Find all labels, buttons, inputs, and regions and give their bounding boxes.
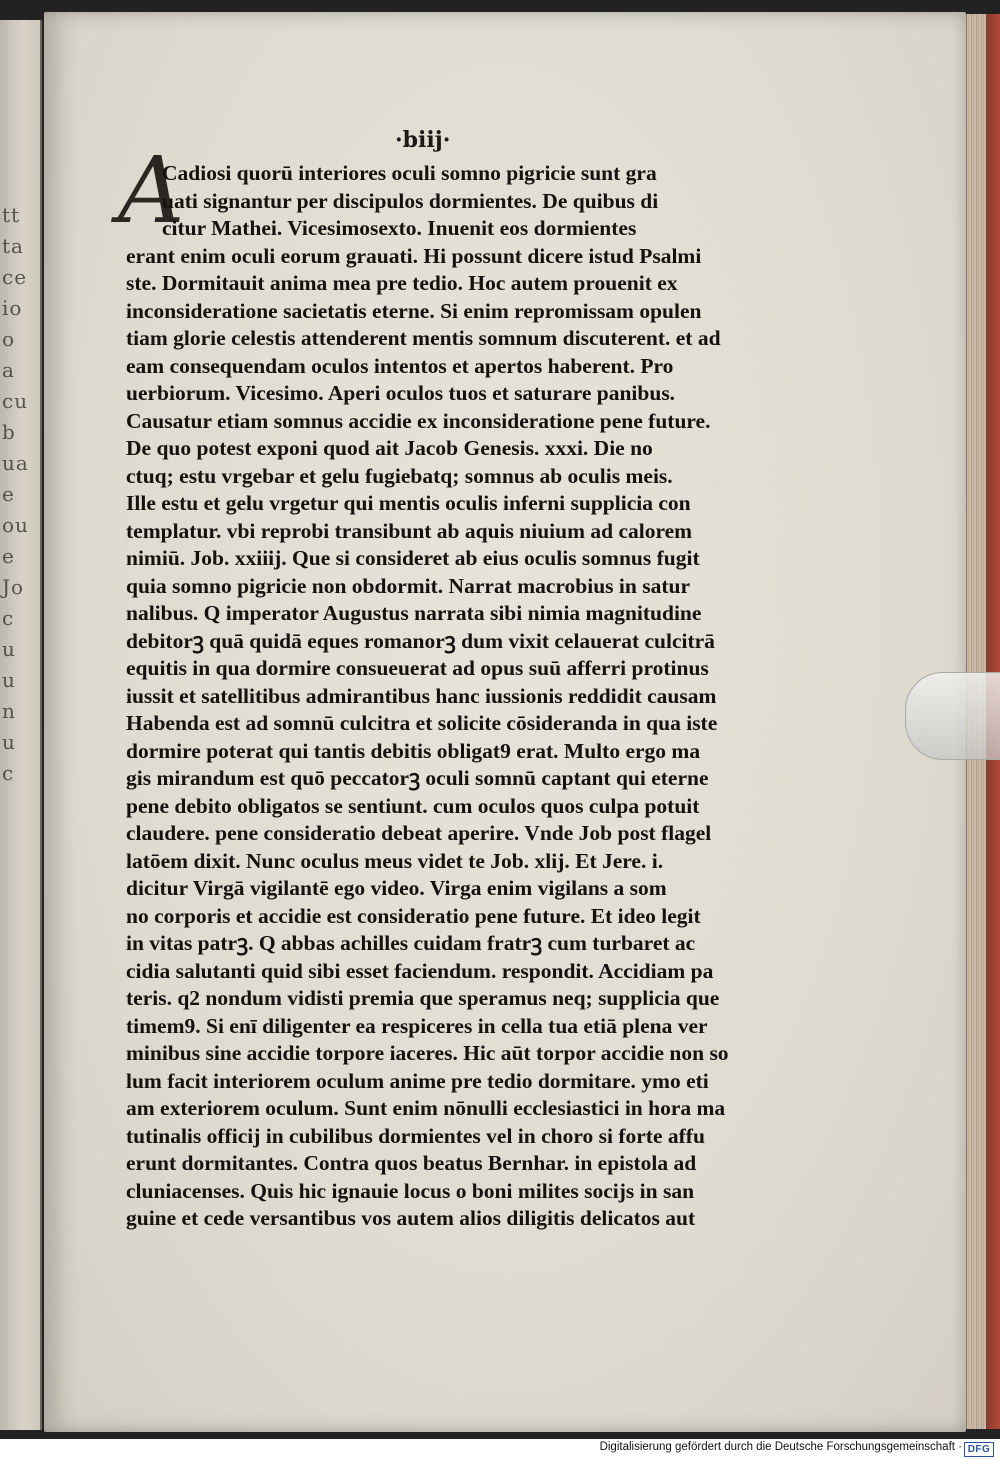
funding-credit: Digitalisierung gefördert durch die Deutsche Forschungsgemeinschaft · <box>599 1441 962 1453</box>
text-line: teris. q2 nondum vidisti premia que speramus neq; supplicia que <box>126 986 720 1010</box>
text-line: cluniacenses. Quis hic ignauie locus o boni milites socijs in san <box>126 1178 695 1203</box>
left-page-edge <box>0 20 42 1430</box>
text-line: De quo potest exponi quod ait Jacob Genesis. xxxi. Die no <box>126 436 653 460</box>
text-line: claudere. pene consideratio debeat aperire. Vnde Job post flagel <box>126 821 712 845</box>
text-line: guine et cede versantibus vos autem alios diligitis delicatos aut <box>126 1206 696 1230</box>
text-line: am exteriorem oculum. Sunt enim nōnulli ecclesiastici in hora ma <box>126 1096 726 1120</box>
text-line: nimiū. Job. xxiiij. Que si consideret ab eius oculis somnus fugit <box>126 546 700 570</box>
left-page-bleed-glyphs: tt ta ce io o a cu b ua e ou e Jo c u u n u c <box>2 203 29 785</box>
drop-initial: A <box>118 137 185 244</box>
text-line: lum facit interiorem oculum anime pre tedio dormitare. ymo eti <box>126 1068 709 1093</box>
text-line: dicitur Virgā vigilantē ego video. Virga enim vigilans a som <box>126 876 667 900</box>
plastic-bookmark-clip <box>905 672 1000 760</box>
text-line: tutinalis officij in cubilibus dormientes vel in choro si forte affu <box>126 1123 705 1148</box>
text-line: equitis in qua dormire consueuerat ad opus suū afferri protinus <box>126 656 709 680</box>
folio-signature: ·biij· <box>395 127 451 153</box>
text-line: pene debito obligatos se sentiunt. cum oculos quos culpa potuit <box>126 793 700 818</box>
text-line: no corporis et accidie est consideratio pene future. Et ideo legit <box>126 903 701 928</box>
text-line: Ille estu et gelu vrgetur qui mentis oculis inferni supplicia con <box>126 491 691 515</box>
text-line: templatur. vbi reprobi transibunt ab aquis niuium ad calorem <box>126 518 693 543</box>
text-line: Habenda est ad somnū culcitra et solicite cōsideranda in qua iste <box>126 711 718 735</box>
text-line: timem9. Si enī diligenter ea respiceres in cella tua etiā plena ver <box>126 1013 708 1038</box>
text-line: minibus sine accidie torpore iaceres. Hic aūt torpor accidie non so <box>126 1041 729 1065</box>
text-line: latōem dixit. Nunc oculus meus videt te Job. xlij. Et Jere. i. <box>126 848 664 873</box>
text-line: debitorꝫ quā quidā eques romanorꝫ dum vixit celauerat culcitrā <box>126 628 715 653</box>
text-line: tiam glorie celestis attenderent mentis somnum discuterent. et ad <box>126 326 721 350</box>
text-line: dormire poterat qui tantis debitis obligat9 erat. Multo ergo ma <box>126 738 701 763</box>
page-text <box>126 160 746 1233</box>
text-line: erunt dormitantes. Contra quos beatus Bernhar. in epistola ad <box>126 1151 697 1175</box>
text-line: Causatur etiam somnus accidie ex inconsideratione pene future. <box>126 408 711 433</box>
text-line: quia somno pigricie non obdormit. Narrat macrobius in satur <box>126 573 691 598</box>
text-line: citur Mathei. Vicesimosexto. Inuenit eos dormientes <box>162 216 637 240</box>
text-line: erant enim oculi eorum grauati. Hi possunt dicere istud Psalmi <box>126 243 702 268</box>
text-line: nalibus. Q imperator Augustus narrata sibi nimia magnitudine <box>126 601 702 625</box>
text-line: uerbiorum. Vicesimo. Aperi oculos tuos et saturare panibus. <box>126 381 676 405</box>
dfg-logo: DFG <box>964 1442 994 1457</box>
text-line: inconsideratione sacietatis eterne. Si enim repromissam opulen <box>126 298 702 323</box>
text-line: ctuq; estu vrgebar et gelu fugiebatq; somnus ab oculis meis. <box>126 463 673 488</box>
text-line: eam consequendam oculos intentos et apertos haberent. Pro <box>126 353 674 378</box>
text-line: gis mirandum est quō peccatorꝫ oculi somnū captant qui eterne <box>126 766 709 790</box>
text-line: ste. Dormitauit anima mea pre tedio. Hoc autem prouenit ex <box>126 271 678 295</box>
text-line: Cadiosi quorū interiores oculi somno pigricie sunt gra <box>162 161 657 185</box>
text-line: cidia salutanti quid sibi esset faciendum. respondit. Accidiam pa <box>126 958 714 983</box>
text-line: iussit et satellitibus admirantibus hanc iussionis reddidit causam <box>126 683 717 708</box>
footer-bar <box>0 1439 1000 1459</box>
text-line: in vitas patrꝫ. Q abbas achilles cuidam fratrꝫ cum turbaret ac <box>126 931 696 955</box>
text-line: uati signantur per discipulos dormientes. De quibus di <box>162 188 659 213</box>
